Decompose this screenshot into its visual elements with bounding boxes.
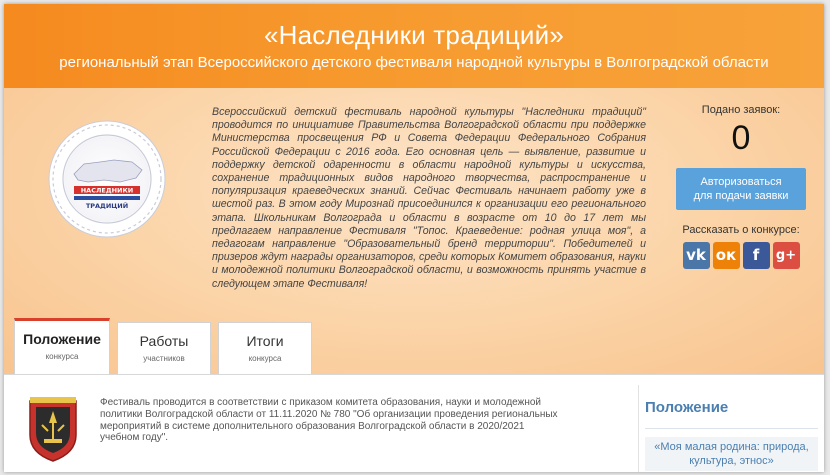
authorize-button[interactable] [676, 168, 806, 210]
logo-text-line1: НАСЛЕДНИКИ [80, 186, 134, 195]
authorize-button-line2: для подачи заявки [693, 190, 789, 202]
authorize-button-line1: Авторизоваться [700, 176, 782, 188]
tab-works-label: Работы [139, 333, 189, 349]
contest-tabs [14, 318, 312, 374]
tab-works[interactable] [117, 322, 211, 374]
applications-panel [670, 104, 812, 269]
vk-icon[interactable]: vk [683, 242, 710, 269]
tab-regulations[interactable] [14, 318, 110, 374]
order-text: Фестиваль проводится в соответствии с приказом комитета образования, науки и молодежной политики Волгоградской области от 11.11.2020 № 780 "Об организации проведения региональных мероприятий в системе дополнительного образования Волгоградской области в 2020/2021 учебном году". [100, 397, 558, 444]
contest-info-area [4, 88, 824, 374]
share-label: Рассказать о конкурсе: [682, 224, 800, 236]
side-panel-divider [645, 428, 818, 429]
tab-results[interactable] [218, 322, 312, 374]
volgograd-coat-of-arms-icon [24, 395, 82, 465]
social-share-buttons [670, 242, 812, 269]
header-banner [4, 4, 824, 88]
facebook-icon[interactable]: f [743, 242, 770, 269]
side-panel-title: Положение [645, 399, 729, 416]
ok-icon[interactable]: ок [713, 242, 740, 269]
festival-logo [44, 116, 170, 242]
tab-results-sublabel: конкурса [248, 354, 282, 363]
nomination-link[interactable]: «Моя малая родина: природа, культура, этнос» [645, 437, 818, 471]
tab-regulations-sublabel: конкурса [45, 352, 79, 361]
regulations-content [4, 374, 824, 472]
page-title: «Наследники традиций» [263, 20, 565, 50]
tab-works-sublabel: участников [143, 354, 185, 363]
page-frame [4, 4, 824, 472]
page-subtitle: региональный этап Всероссийского детского фестиваля народной культуры в Волгоградской области [59, 54, 769, 71]
logo-text-line2: ТРАДИЦИЙ [85, 202, 129, 210]
applications-count-label: Подано заявок: [701, 104, 781, 116]
applications-count: 0 [731, 119, 751, 157]
tab-regulations-label: Положение [23, 331, 101, 347]
festival-description: Всероссийский детский фестиваль народной культуры "Наследники традиций" проводится по инициативе Правительства Волгоградской области при поддержке Министерства просвещения РФ и Совета Федерации Федерального Собрания Российской Федерации с 2016 года. Его основная цель — выявление, развитие и поддержку детской одаренности в области народной культуры и искусства, сохранение традиционных видов народного творчества, распространение и популяризация краеведческих знаний. Сейчас Фестиваль начинает работу уже в шестой раз. В этом году Мирознай присоединился к организации его регионального этапа. Школьникам Волгограда и области в возрасте от 10 до 17 лет мы предлагаем направление Фестиваля "Топос. Краеведение: родная улица моя", а педагогам направление "Образовательный бренд территории". Победителей и призеров ждут награды организаторов, среди которых Комитет образования, науки и молодежной политики Волгоградской области, и возможность принять участие в следующем этапе Фестиваля! [212, 106, 646, 290]
tab-results-label: Итоги [246, 333, 284, 349]
regulations-side-panel [638, 385, 824, 472]
google-plus-icon[interactable]: g+ [773, 242, 800, 269]
